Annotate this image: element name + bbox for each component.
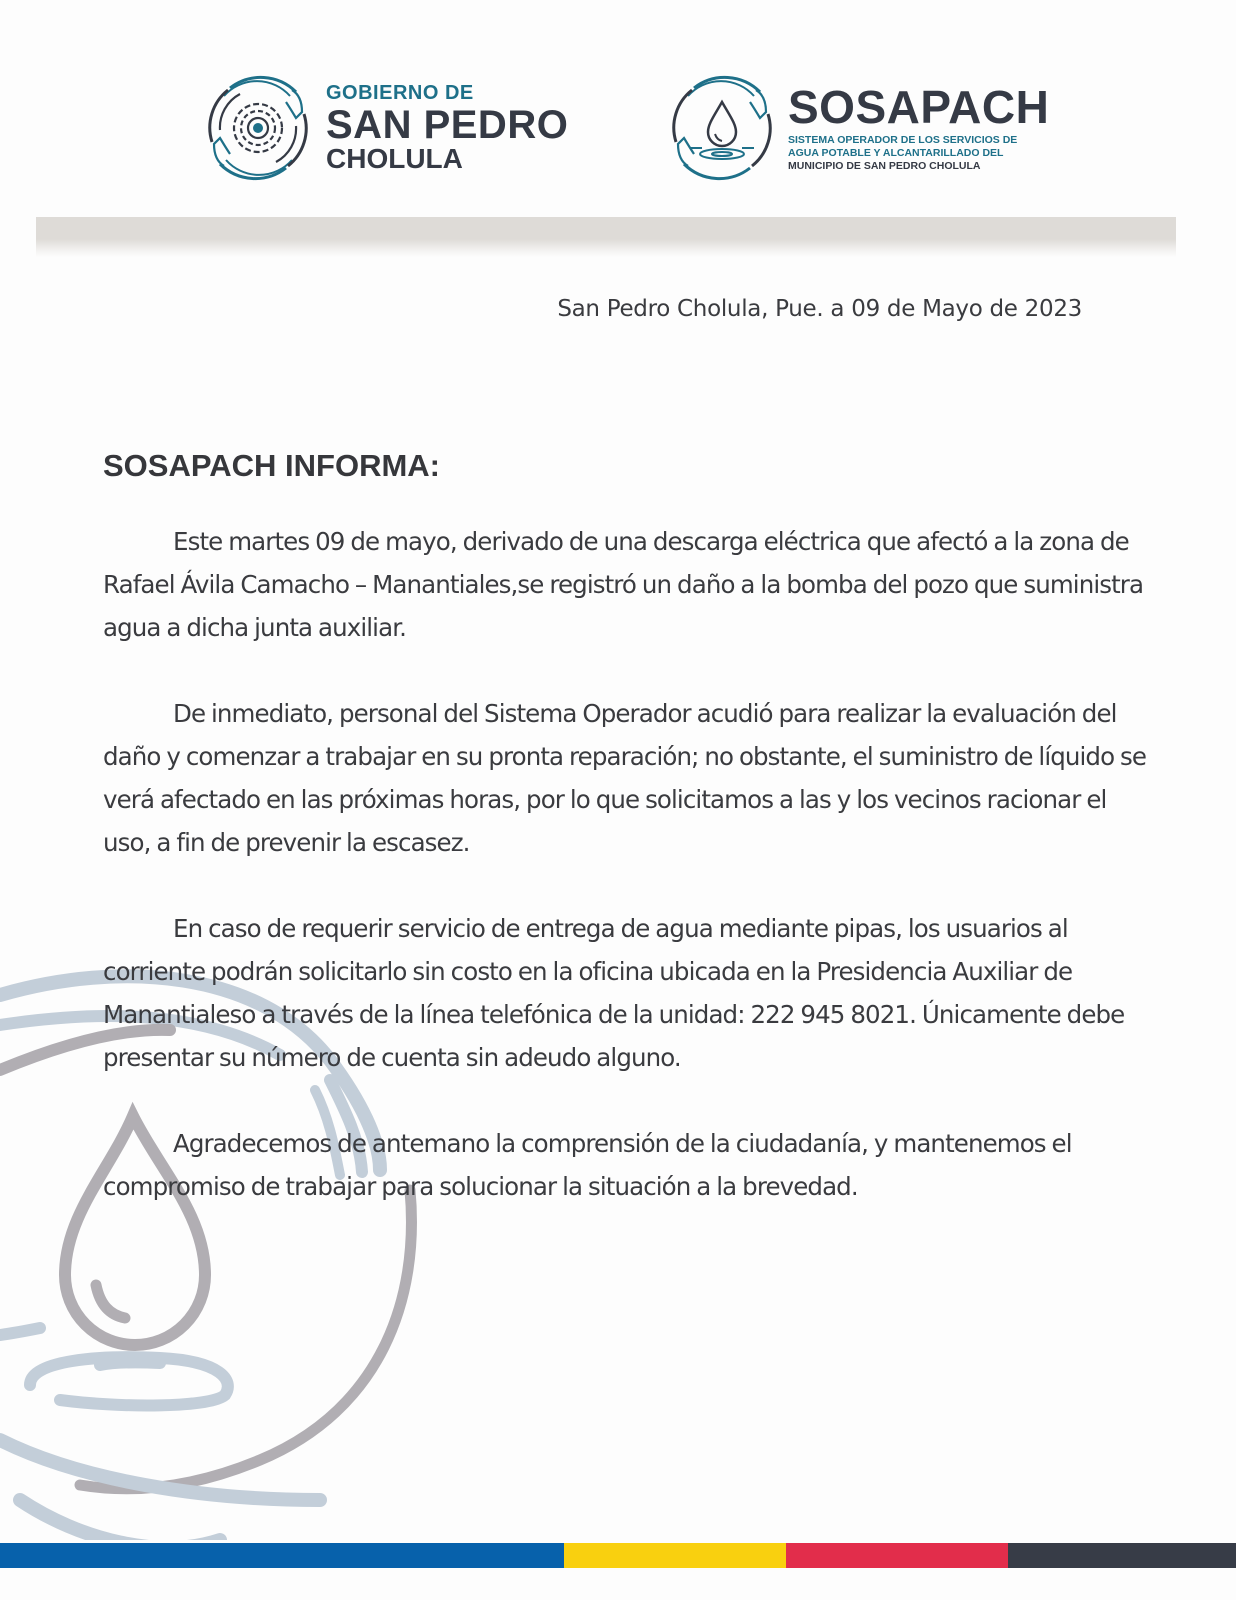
- logo-wordmark: [788, 80, 1050, 173]
- footer-bar-blue: [0, 1543, 564, 1568]
- paragraph-incident: Este martes 09 de mayo, derivado de una descarga eléctrica que afectó a la zona de Rafael Ávila Camacho – Manantiales,se registró un daño a la bomba del pozo que suministra agua a dicha junta auxiliar.: [103, 527, 1144, 642]
- page-bottom-margin: [0, 1568, 1236, 1600]
- gobierno-san-pedro-cholula-logo: [200, 70, 568, 186]
- sosapach-logo: [664, 70, 1049, 186]
- logo-subtitle: [788, 134, 1049, 173]
- water-drop-in-hands-emblem-icon: [664, 70, 780, 186]
- logo-line-san-pedro: SAN PEDRO: [326, 103, 569, 147]
- footer-color-bar: [0, 1543, 1236, 1568]
- logo-line-cholula: CHOLULA: [326, 143, 463, 174]
- headline-rest: INFORMA:: [276, 448, 440, 483]
- paragraph-thanks: Agradecemos de antemano la comprensión de la ciudadanía, y mantenemos el compromiso de trabajar para solucionar la situación a la brevedad.: [103, 1129, 1072, 1201]
- logo-line-gobierno: GOBIERNO DE: [326, 82, 474, 104]
- flower-in-hands-emblem-icon: [200, 70, 316, 186]
- footer-bar-red: [786, 1543, 1008, 1568]
- paragraph-response: De inmediato, personal del Sistema Operador acudió para realizar la evaluación del daño y comenzar a trabajar en su pronta reparación; no obstante, el suministro de líquido se verá afectado en las próximas horas, por lo que solicitamos a las y los vecinos racionar el uso, a fin de prevenir la escasez.: [103, 699, 1147, 857]
- logo-subtitle-line: MUNICIPIO DE SAN PEDRO CHOLULA: [788, 159, 981, 172]
- logo-subtitle-line: SISTEMA OPERADOR DE LOS SERVICIOS DE: [788, 133, 1018, 146]
- footer-bar-dark: [1008, 1543, 1236, 1568]
- headline-org: SOSAPACH: [103, 448, 277, 483]
- letterhead: [0, 0, 1236, 200]
- date-line: San Pedro Cholula, Pue. a 09 de Mayo de 2023: [557, 296, 1082, 322]
- paragraph-water-truck-service: En caso de requerir servicio de entrega de agua mediante pipas, los usuarios al corriente podrán solicitarlo sin costo en la oficina ubicada en la Presidencia Auxiliar de Manantialeso a través de la línea telefónica de la unidad: 222 945 8021. Únicamente debe presentar su número de cuenta sin adeudo alguno.: [103, 914, 1125, 1072]
- header-divider-band: [36, 217, 1176, 257]
- footer-bar-yellow: [564, 1543, 786, 1568]
- notice-body: [103, 448, 1153, 1208]
- logo-subtitle-line: AGUA POTABLE Y ALCANTARILLADO DEL: [788, 146, 1004, 159]
- logo-name: SOSAPACH: [788, 80, 1050, 133]
- logo-wordmark: [326, 83, 568, 173]
- notice-headline: [103, 448, 1153, 484]
